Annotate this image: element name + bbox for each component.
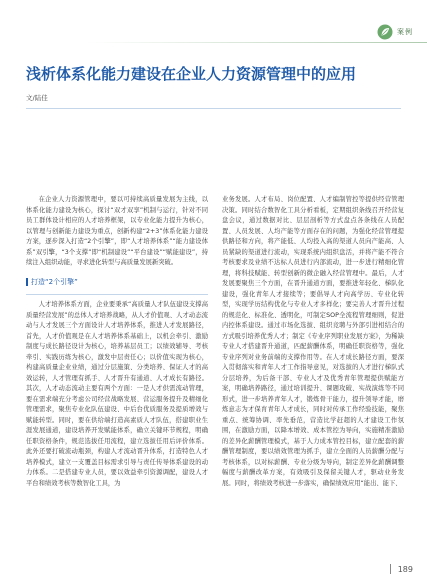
byline: 文/陆佳 — [26, 94, 48, 102]
article-title: 浅析体系化能力建设在企业人力资源管理中的应用 — [26, 65, 357, 83]
section-label: 案例 — [397, 28, 413, 36]
heading-marker — [26, 278, 28, 286]
section-tag — [377, 24, 413, 40]
right-column — [222, 195, 404, 490]
section-heading — [26, 277, 208, 288]
body-paragraph: 人才培养体系方面，企业要秉承“高质量人才队伍建设支撑高质量经营发展”的总体人才培养战略，从人才价值观、人才动态流动与人才发展三个方面设计人才培养体系，推进人才发展路径，首先，人才价值观是在人才培养体系基础上，以机会牵引、激励制度与成长路径设计为核心，培养基层员工；以绩效辅导、考核牵引、实践历练为核心，激发中层责任心；以价值实现为核心，构建高质量企业业绩，通过分层施策、分类培养、保证人才的高效运转，人才管理有抓手、人才晋升有通道、人才成长有路径。其次，人才动态流动主要有两个方面：一是人才供需流动管理，要在需求端充分考虑公司经营战略发展、营运服务提升及精细化管理需求，聚焦专业化队伍建设、中后台优质服务及提质增效与赋能转型。同时，要在供给端打造高素质人才队伍，搭建职业生涯发展通道，建设培养开发赋能体系，确立关键环节规程，明确任职资格条件，规范选拔任用流程，建立选拔任用后评价体系。此外还要打破流动瓶颈，构建人才流动晋升体系，打造特色人才培养模式，建立一支覆盖目标需求引导与责任传导体系建设的动力体系。二是搭建专业人员，要以效益牵引资源调配，建设人才平台和绩效考核等数智化工具，为 — [26, 301, 208, 487]
body-paragraph-continued: 业务发展。人才布局、岗位配置、人才编制管控等提供经营管理决策。同时结合数智化工具分析看板，定期组织条线召开经营复盘会议，通过数据对比、层层剖析等方式盘点各条线在人员配置、人员发展、人均产能等方面存在的问题，为强化经营管理提供路径和方向，将产能低、人均投入高的渠道人员向产能高、人员紧缺的渠道进行流动，实现系统内组织盘活，并将产能不符合考核要求及业绩不达标人员进行内部流动，进一步进行精细化管理，将科技赋能、转型创新的微企融入经营管理中。最后，人才发展要聚焦三个方面，在晋升通道方面，要推进年轻化、梯队化建设，强化青年人才接续等；要倡导人才向高学历、专业化转型，实现学历结构优化与专业人才多样化；要完善人才晋升过程的规范化、标准化、透明化，可制定SOP全流程管理细则，促进内控体系建设。通过市场化选拔、组织竞聘与外部引进相结合的方式吸引培养优秀人才；制定《专业序列职业发展方案》，为稀缺专业人才搭建晋升通道，匹配薪酬体系，明确任职资格等，强化专业序列对业务前端的支撑作用等。在人才成长路径方面，要深入贯彻落实和青年人才工作指导意见，对选拔的人才进行梯队式分层培养，为后备干部、专业人才及优秀青年管理提供赋能方案，明确培养路径，通过培训提升、课题攻破、实战演练等不同形式，进一步培养青年人才，锻炼骨干能力，提升领导才能，磨炼意志为才保育青年人才成长，同时对传承工作经验技能，聚焦重点、统筹协调、率先垂范，营造比学赶超的人才建设工作氛围，在激励方面，以降本增效、成本管控为导向，实施精准激励的差异化薪酬管理模式，基于人力成本管控目标，建立配套的薪酬管理制度，要以绩效管理为抓手，建立全面的人员薪酬分配与考核体系，以对标薪酬、专业分级为导向，制定差异化薪酬调整幅度与薪酬改革方案，有效吸引及保留关键人才，驱动业务发展。同时，将绩效考核进一步落实，确保绩效应用“能出、能下、 — [222, 196, 404, 487]
header-rule — [87, 42, 427, 43]
page-number-divider — [390, 564, 391, 574]
leaf-icon — [377, 24, 393, 40]
title-divider — [26, 108, 401, 109]
intro-paragraph: 在企业人力资源管理中，要以可持续高质量发展为主线，以体系化能力建设为核心，探讨“双才双享”机制与运行，针对不同员工群体设计相应的人才培养框架，以专业化能力提升为核心，以管理与创新能力建设为重点，创新构建“2+3”体系化能力建设方案，逐步深入打造“2个引擎”，即“人才培养体系”“能力建设体系”双引擎，“3个支撑”即“机制建设”“平台建设”“赋能建设”，持续注入组织动能，寻求进化转型与高质量发展新突破。 — [26, 196, 208, 266]
left-column — [26, 195, 208, 490]
heading-divider — [26, 294, 208, 295]
section-heading-text: 打造“2个引擎” — [31, 277, 78, 286]
page-number: 189 — [397, 565, 413, 574]
